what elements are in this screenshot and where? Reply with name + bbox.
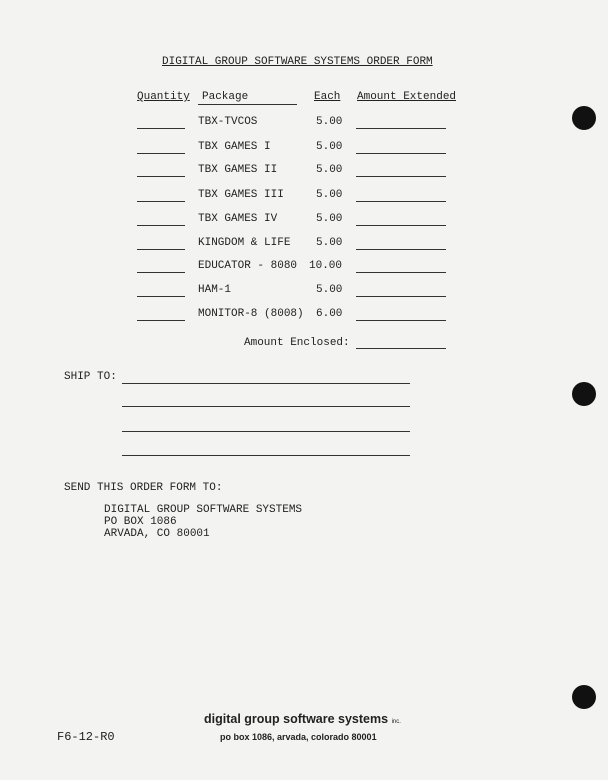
footer-company: [204, 712, 401, 726]
package-name: EDUCATOR - 8080: [198, 260, 298, 272]
quantity-field[interactable]: [137, 201, 185, 202]
package-price: 5.00: [316, 213, 343, 225]
punch-hole: [572, 685, 596, 709]
package-price: 10.00: [309, 260, 343, 272]
ship-to-line-1[interactable]: [122, 383, 410, 384]
package-name: KINGDOM & LIFE: [198, 237, 291, 249]
package-name: TBX GAMES II: [198, 164, 278, 176]
package-name: MONITOR-8 (8008): [198, 308, 304, 320]
quantity-field[interactable]: [137, 320, 185, 321]
package-name: TBX GAMES IV: [198, 213, 278, 225]
header-each: Each: [314, 91, 341, 103]
punch-hole: [572, 382, 596, 406]
package-price: 5.00: [316, 164, 343, 176]
quantity-field[interactable]: [137, 128, 185, 129]
ship-to-line-4[interactable]: [122, 455, 410, 456]
package-name: TBX GAMES III: [198, 189, 284, 201]
footer-inc: inc.: [391, 719, 401, 725]
package-price: 5.00: [316, 284, 343, 296]
package-name: HAM-1: [198, 284, 232, 296]
amount-extended-field[interactable]: [356, 225, 446, 226]
ship-to-line-3[interactable]: [122, 431, 410, 432]
amount-extended-field[interactable]: [356, 249, 446, 250]
footer-address: po box 1086, arvada, colorado 80001: [220, 732, 377, 742]
send-to-label: SEND THIS ORDER FORM TO:: [64, 482, 223, 494]
quantity-field[interactable]: [137, 249, 185, 250]
address-line: ARVADA, CO 80001: [104, 528, 210, 540]
amount-extended-field[interactable]: [356, 201, 446, 202]
amount-extended-field[interactable]: [356, 153, 446, 154]
header-quantity: Quantity: [137, 91, 190, 103]
quantity-field[interactable]: [137, 272, 185, 273]
address-line: PO BOX 1086: [104, 516, 177, 528]
package-price: 6.00: [316, 308, 343, 320]
package-name: TBX GAMES I: [198, 141, 271, 153]
package-name: TBX-TVCOS: [198, 116, 258, 128]
amount-extended-field[interactable]: [356, 296, 446, 297]
amount-extended-field[interactable]: [356, 176, 446, 177]
address-line: DIGITAL GROUP SOFTWARE SYSTEMS: [104, 504, 303, 516]
form-title: DIGITAL GROUP SOFTWARE SYSTEMS ORDER FORM: [162, 56, 433, 68]
punch-hole: [572, 106, 596, 130]
package-price: 5.00: [316, 116, 343, 128]
package-price: 5.00: [316, 237, 343, 249]
amount-enclosed-field[interactable]: [356, 348, 446, 349]
quantity-field[interactable]: [137, 296, 185, 297]
quantity-field[interactable]: [137, 225, 185, 226]
amount-extended-field[interactable]: [356, 320, 446, 321]
package-price: 5.00: [316, 141, 343, 153]
package-price: 5.00: [316, 189, 343, 201]
quantity-field[interactable]: [137, 153, 185, 154]
footer-company-name: digital group software systems: [204, 712, 389, 726]
header-package: Package: [202, 91, 249, 103]
form-code: F6-12-R0: [57, 730, 115, 744]
ship-to-label: SHIP TO:: [64, 371, 117, 383]
header-package-underline: [198, 104, 297, 105]
header-amount: Amount Extended: [357, 91, 457, 103]
amount-extended-field[interactable]: [356, 272, 446, 273]
quantity-field[interactable]: [137, 176, 185, 177]
ship-to-line-2[interactable]: [122, 406, 410, 407]
amount-enclosed-label: Amount Enclosed:: [244, 337, 350, 349]
amount-extended-field[interactable]: [356, 128, 446, 129]
